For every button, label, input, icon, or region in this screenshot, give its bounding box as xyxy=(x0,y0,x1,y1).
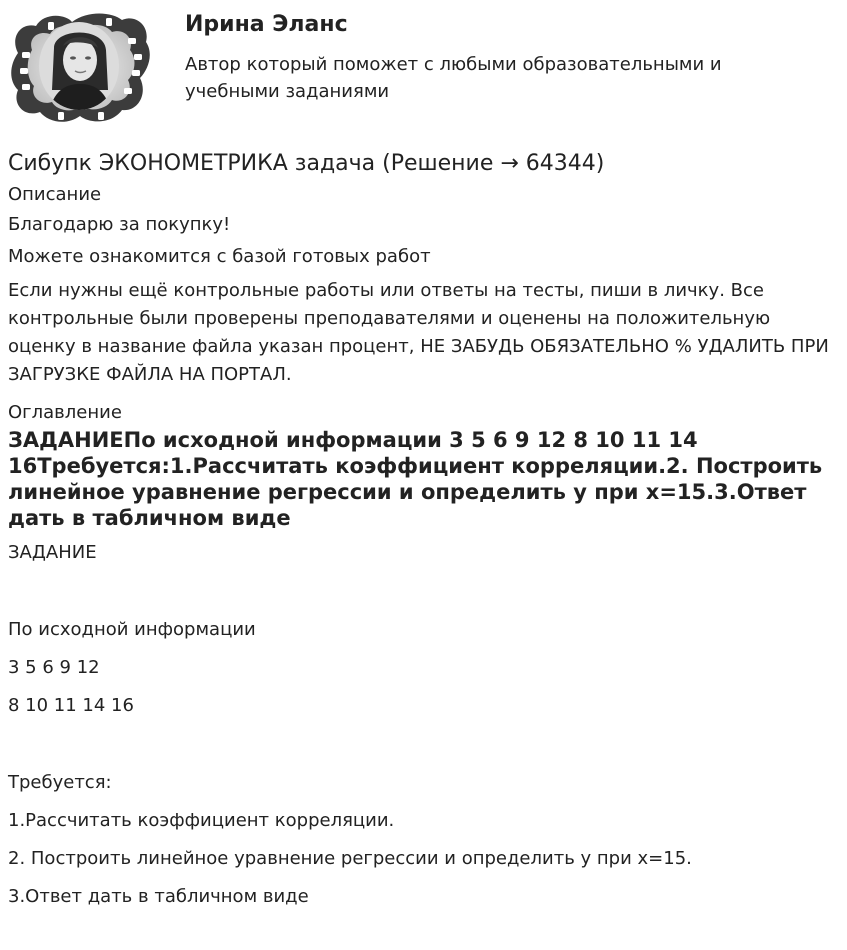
task-heading: ЗАДАНИЕ xyxy=(8,542,97,563)
description-label: Описание xyxy=(8,184,102,205)
author-photo-icon xyxy=(8,8,150,126)
task-item-3: 3.Ответ дать в табличном виде xyxy=(8,886,309,907)
description-paragraph: Можете ознакомится с базой готовых работ xyxy=(8,246,431,267)
data-row-y: 8 10 11 14 16 xyxy=(8,695,134,716)
toc-label: Оглавление xyxy=(8,402,122,423)
toc-text: ЗАДАНИЕПо исходной информации 3 5 6 9 12 8 10 11 14 16Требуется:1.Рассчитать коэффициент корреляции.2. Построить линейное уравнение регрессии и определить у при х=15.3.Ответ дать в табличном виде xyxy=(8,428,823,530)
author-name[interactable]: Ирина Эланс xyxy=(185,12,348,37)
work-content xyxy=(8,149,838,923)
source-info-line: По исходной информации xyxy=(8,619,256,640)
author-avatar[interactable] xyxy=(8,8,150,126)
author-card xyxy=(0,0,847,130)
spacer xyxy=(8,579,838,618)
work-title: Сибупк ЭКОНОМЕТРИКА задача (Решение → 64344) xyxy=(8,151,605,176)
description-paragraph: Благодарю за покупку! xyxy=(8,214,231,235)
task-item-1: 1.Рассчитать коэффициент корреляции. xyxy=(8,810,395,831)
task-item-2: 2. Построить линейное уравнение регрессии и определить у при х=15. xyxy=(8,848,692,869)
data-row-x: 3 5 6 9 12 xyxy=(8,657,100,678)
spacer xyxy=(8,732,838,771)
description-paragraph: Если нужны ещё контрольные работы или ответы на тесты, пиши в личку. Все контрольные были проверены преподавателями и оценены на положительную оценку в название файла указан процент, НЕ ЗАБУДЬ ОБЯЗАТЕЛЬНО % УДАЛИТЬ ПРИ ЗАГРУЗКЕ ФАЙЛА НА ПОРТАЛ. xyxy=(8,280,829,385)
author-description: Автор который поможет с любыми образовательными и учебными заданиями xyxy=(185,54,722,102)
required-line: Требуется: xyxy=(8,772,112,793)
